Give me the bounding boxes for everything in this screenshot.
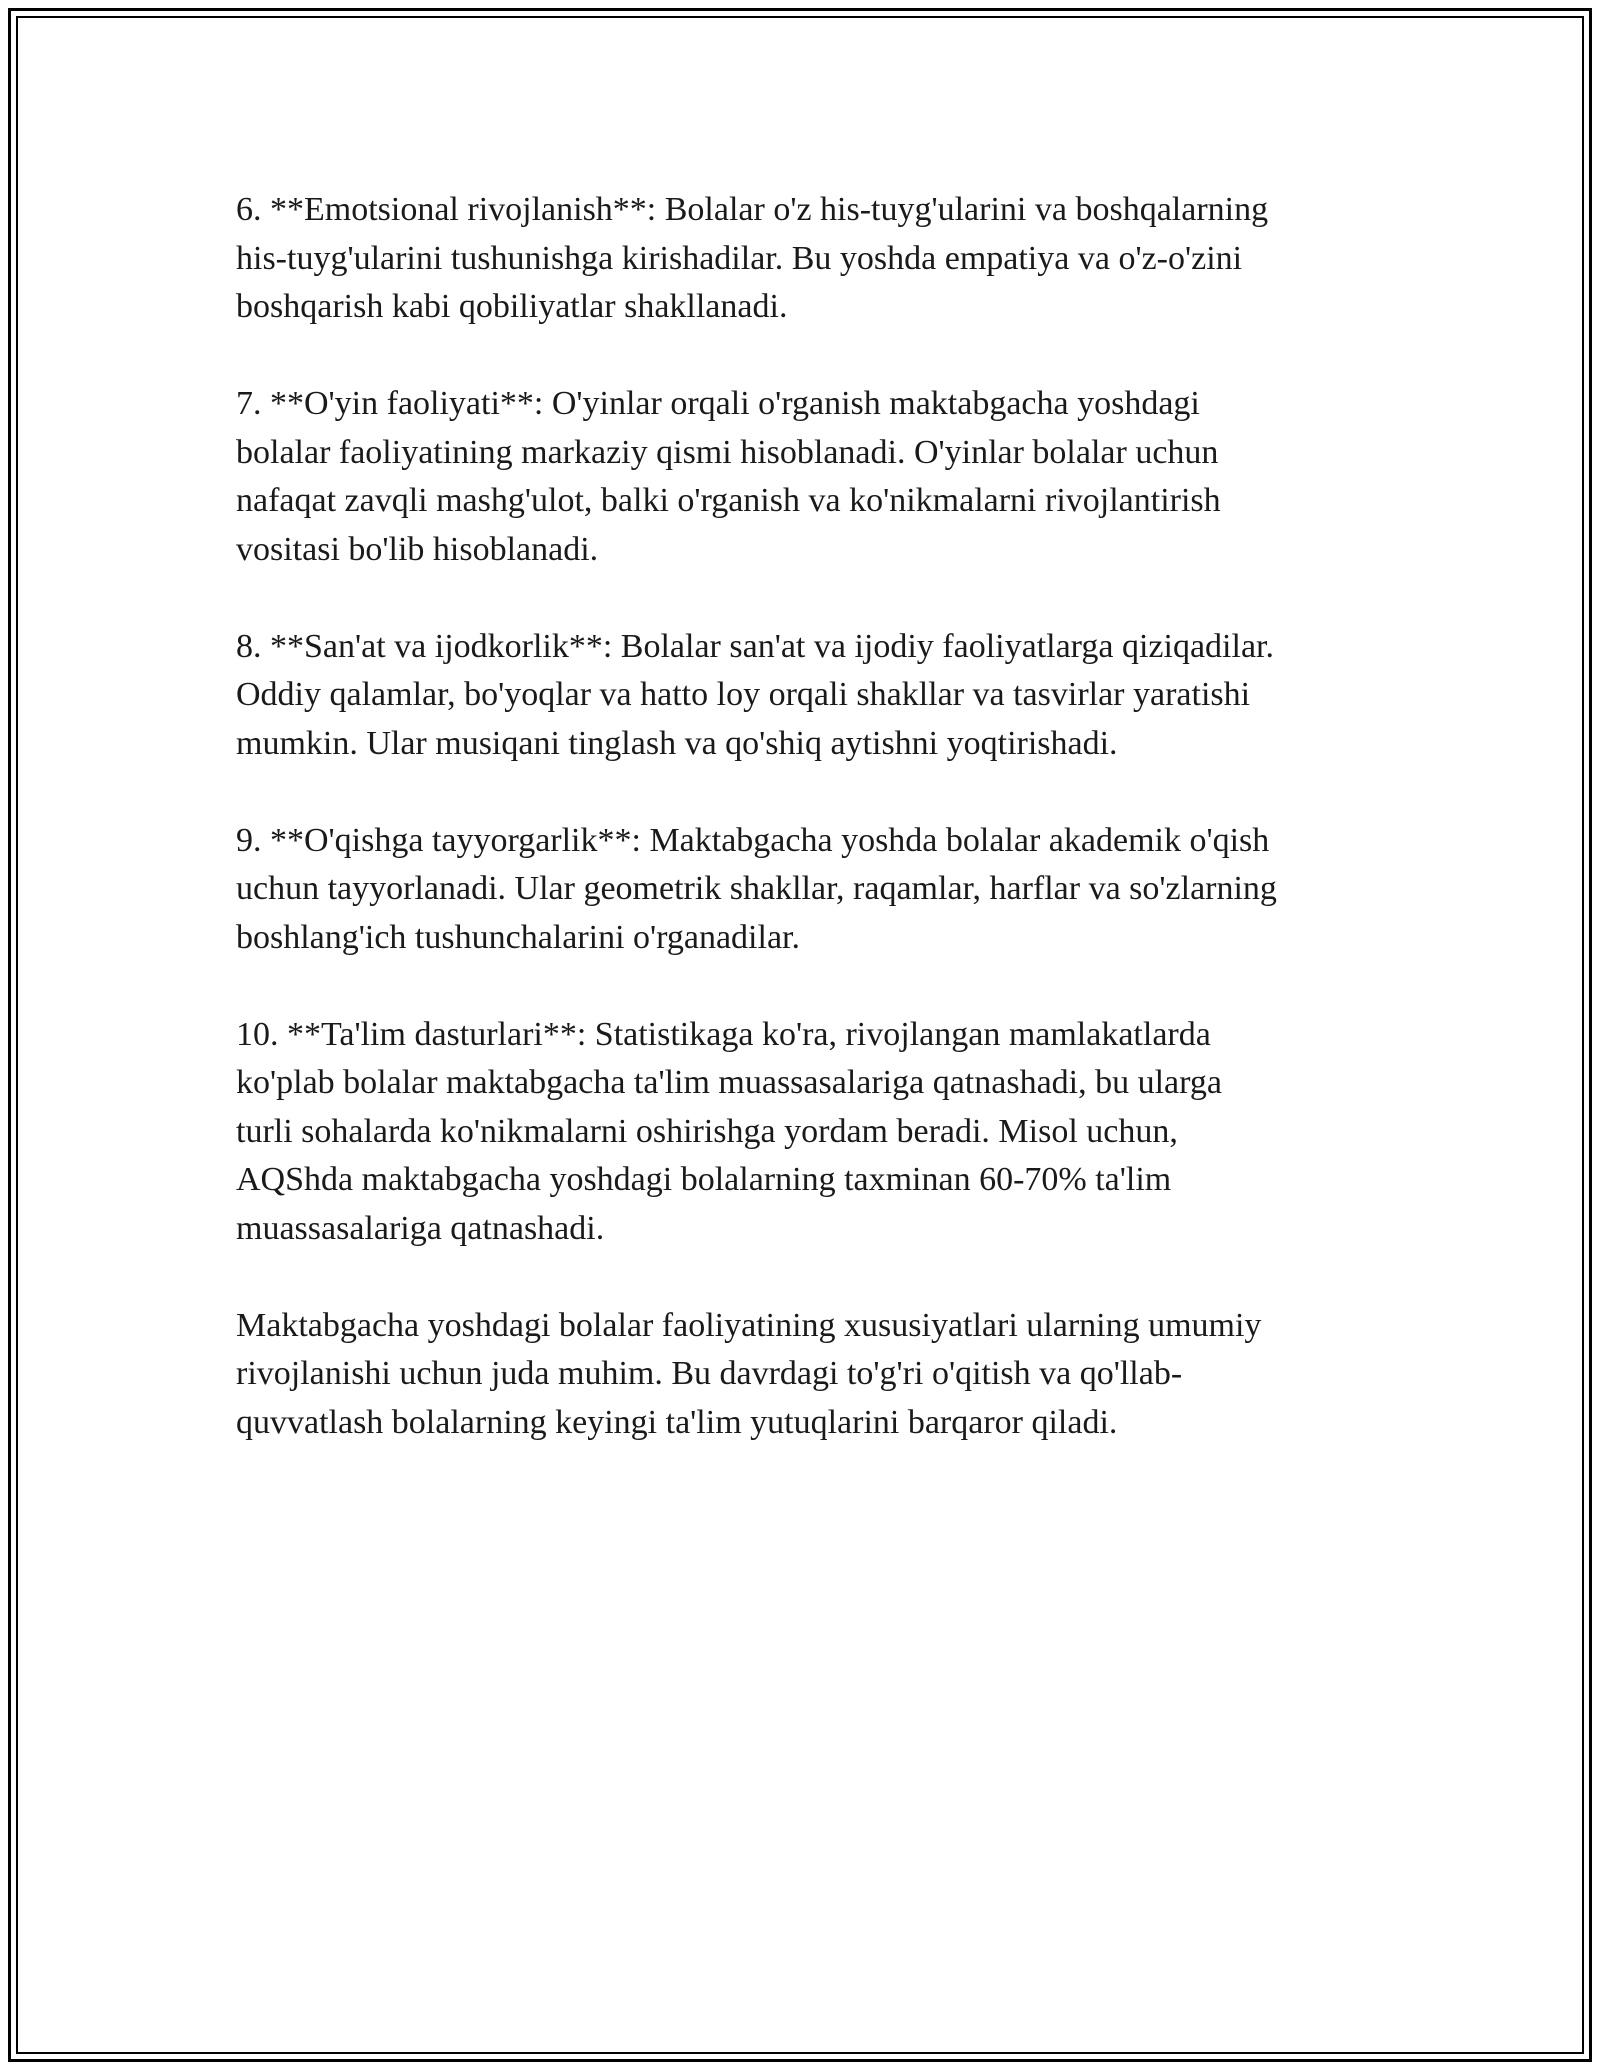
text-line: turli sohalarda ko'nikmalarni oshirishga yordam beradi. Misol uchun, bbox=[236, 1112, 1178, 1150]
text-line: muassasalariga qatnashadi. bbox=[236, 1209, 605, 1247]
paragraph-emotional-development bbox=[236, 186, 1376, 332]
paragraph-reading-readiness bbox=[236, 817, 1376, 963]
text-line: 7. **O'yin faoliyati**: O'yinlar orqali o'rganish maktabgacha yoshdagi bbox=[236, 385, 1200, 422]
text-line: his-tuyg'ularini tushunishga kirishadilar. Bu yoshda empatiya va o'z-o'zini bbox=[236, 239, 1243, 277]
text-line: nafaqat zavqli mashg'ulot, balki o'rganish va ko'nikmalarni rivojlantirish bbox=[236, 482, 1221, 519]
document-body bbox=[236, 186, 1376, 1496]
text-line: 6. **Emotsional rivojlanish**: Bolalar o'z his-tuyg'ularini va boshqalarning bbox=[236, 191, 1269, 228]
text-line: boshlang'ich tushunchalarini o'rganadilar. bbox=[236, 918, 800, 956]
text-line: 9. **O'qishga tayyorgarlik**: Maktabgacha yoshda bolalar akademik o'qish bbox=[236, 821, 1270, 859]
paragraph-education-programs bbox=[236, 1011, 1376, 1254]
text-line: Oddiy qalamlar, bo'yoqlar va hatto loy orqali shakllar va tasvirlar yaratishi bbox=[236, 676, 1251, 713]
text-line: bolalar faoliyatining markaziy qismi hisoblanadi. O'yinlar bolalar uchun bbox=[236, 433, 1219, 471]
text-line: vositasi bo'lib hisoblanadi. bbox=[236, 530, 599, 568]
paragraph-conclusion bbox=[236, 1302, 1376, 1448]
text-line: boshqarish kabi qobiliyatlar shakllanadi. bbox=[236, 288, 788, 325]
text-line: ko'plab bolalar maktabgacha ta'lim muassasalariga qatnashadi, bu ularga bbox=[236, 1064, 1222, 1101]
text-line: Maktabgacha yoshdagi bolalar faoliyatining xususiyatlari ularning umumiy bbox=[236, 1306, 1262, 1344]
paragraph-art-creativity bbox=[236, 623, 1376, 769]
text-line: 8. **San'at va ijodkorlik**: Bolalar san'at va ijodiy faoliyatlarga qiziqadilar. bbox=[236, 627, 1274, 665]
text-line: 10. **Ta'lim dasturlari**: Statistikaga ko'ra, rivojlangan mamlakatlarda bbox=[236, 1015, 1211, 1053]
text-line: AQShda maktabgacha yoshdagi bolalarning taxminan 60-70% ta'lim bbox=[236, 1161, 1172, 1198]
text-line: mumkin. Ular musiqani tinglash va qo'shiq aytishni yoqtirishadi. bbox=[236, 724, 1118, 762]
text-line: quvvatlash bolalarning keyingi ta'lim yutuqlarini barqaror qiladi. bbox=[236, 1403, 1118, 1441]
paragraph-play-activity bbox=[236, 380, 1376, 574]
text-line: uchun tayyorlanadi. Ular geometrik shakllar, raqamlar, harflar va so'zlarning bbox=[236, 870, 1277, 907]
text-line: rivojlanishi uchun juda muhim. Bu davrdagi to'g'ri o'qitish va qo'llab- bbox=[236, 1355, 1183, 1392]
